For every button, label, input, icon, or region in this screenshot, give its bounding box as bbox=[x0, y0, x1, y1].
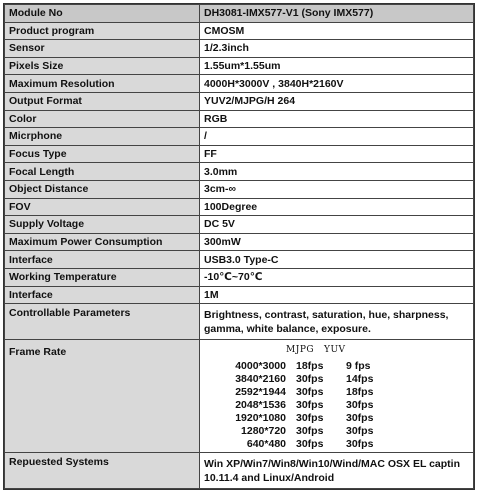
mjpg-fps: 18fps bbox=[296, 360, 324, 373]
resolution: 1920*1080 bbox=[235, 412, 286, 425]
spec-row bbox=[5, 251, 474, 269]
spec-row bbox=[5, 163, 474, 181]
spec-value: 1.55um*1.55um bbox=[200, 57, 474, 75]
spec-value: FF bbox=[200, 145, 474, 163]
spec-row bbox=[5, 233, 474, 251]
spec-row bbox=[5, 92, 474, 110]
yuv-fps: 9 fps bbox=[346, 360, 371, 373]
col-yuv-header: YUV bbox=[324, 345, 346, 356]
spec-value: 1M bbox=[200, 286, 474, 304]
resolution: 1280*720 bbox=[241, 425, 286, 438]
spec-label: FOV bbox=[5, 198, 200, 216]
frame-rate-entry bbox=[212, 373, 390, 386]
spec-label: Module No bbox=[5, 5, 200, 23]
spec-value: CMOSM bbox=[200, 22, 474, 40]
spec-label: Output Format bbox=[5, 92, 200, 110]
spec-row bbox=[5, 40, 474, 58]
spec-label: Interface bbox=[5, 251, 200, 269]
spec-value: DH3081-IMX577-V1 (Sony IMX577) bbox=[200, 5, 474, 23]
spec-label: Micrphone bbox=[5, 128, 200, 146]
spec-row bbox=[5, 110, 474, 128]
spec-row bbox=[5, 5, 474, 23]
yuv-fps: 30fps bbox=[346, 438, 374, 451]
frame-rate-label: Frame Rate bbox=[5, 340, 200, 453]
spec-label: Sensor bbox=[5, 40, 200, 58]
systems-row bbox=[5, 453, 474, 489]
spec-value: / bbox=[200, 128, 474, 146]
mjpg-fps: 30fps bbox=[296, 373, 324, 386]
resolution: 4000*3000 bbox=[235, 360, 286, 373]
controllable-value: Brightness, contrast, saturation, hue, sharpness, gamma, white balance, exposure. bbox=[200, 304, 474, 340]
frame-rate-entry bbox=[212, 386, 390, 399]
controllable-label: Controllable Parameters bbox=[5, 304, 200, 340]
resolution: 3840*2160 bbox=[235, 373, 286, 386]
spec-row bbox=[5, 216, 474, 234]
spec-label: Interface bbox=[5, 286, 200, 304]
yuv-fps: 30fps bbox=[346, 425, 374, 438]
spec-value: -10℃~70℃ bbox=[200, 268, 474, 286]
spec-label: Pixels Size bbox=[5, 57, 200, 75]
spec-label: Supply Voltage bbox=[5, 216, 200, 234]
systems-label: Repuested Systems bbox=[5, 453, 200, 489]
controllable-row bbox=[5, 304, 474, 340]
spec-value: 3.0mm bbox=[200, 163, 474, 181]
mjpg-fps: 30fps bbox=[296, 438, 324, 451]
spec-row bbox=[5, 128, 474, 146]
spec-label: Maximum Resolution bbox=[5, 75, 200, 93]
spec-value: DC 5V bbox=[200, 216, 474, 234]
spec-label: Focus Type bbox=[5, 145, 200, 163]
resolution: 640*480 bbox=[246, 438, 286, 451]
resolution: 2592*1944 bbox=[235, 386, 286, 399]
spec-row bbox=[5, 75, 474, 93]
yuv-fps: 18fps bbox=[346, 386, 374, 399]
frame-rate-entry bbox=[212, 425, 390, 438]
frame-rate-entry bbox=[212, 399, 390, 412]
spec-value: 3cm-∞ bbox=[200, 180, 474, 198]
mjpg-fps: 30fps bbox=[296, 386, 324, 399]
spec-value: RGB bbox=[200, 110, 474, 128]
spec-value: 4000H*3000V , 3840H*2160V bbox=[200, 75, 474, 93]
systems-value: Win XP/Win7/Win8/Win10/Wind/MAC OSX EL captin 10.11.4 and Linux/Android bbox=[200, 453, 474, 489]
spec-label: Working Temperature bbox=[5, 268, 200, 286]
resolution: 2048*1536 bbox=[235, 399, 286, 412]
frame-rate-rows bbox=[212, 360, 390, 451]
frame-rate-entry bbox=[212, 438, 390, 451]
mjpg-fps: 30fps bbox=[296, 425, 324, 438]
spec-label: Product program bbox=[5, 22, 200, 40]
frame-rate-table bbox=[200, 340, 473, 452]
spec-row bbox=[5, 57, 474, 75]
frame-rate-header bbox=[286, 344, 362, 356]
frame-rate-entry bbox=[212, 360, 390, 373]
spec-sheet bbox=[3, 3, 475, 490]
spec-value: 300mW bbox=[200, 233, 474, 251]
spec-value: YUV2/MJPG/H 264 bbox=[200, 92, 474, 110]
mjpg-fps: 30fps bbox=[296, 399, 324, 412]
spec-row bbox=[5, 180, 474, 198]
spec-row bbox=[5, 286, 474, 304]
mjpg-fps: 30fps bbox=[296, 412, 324, 425]
yuv-fps: 30fps bbox=[346, 412, 374, 425]
col-mjpg-header: MJPG bbox=[286, 345, 315, 356]
spec-row bbox=[5, 145, 474, 163]
frame-rate-row bbox=[5, 340, 474, 453]
spec-table bbox=[4, 4, 474, 489]
spec-row bbox=[5, 268, 474, 286]
frame-rate-cell bbox=[200, 340, 474, 453]
spec-label: Color bbox=[5, 110, 200, 128]
spec-row bbox=[5, 198, 474, 216]
spec-value: 1/2.3inch bbox=[200, 40, 474, 58]
yuv-fps: 14fps bbox=[346, 373, 374, 386]
spec-label: Focal Length bbox=[5, 163, 200, 181]
spec-label: Maximum Power Consumption bbox=[5, 233, 200, 251]
spec-label: Object Distance bbox=[5, 180, 200, 198]
yuv-fps: 30fps bbox=[346, 399, 374, 412]
spec-value: USB3.0 Type-C bbox=[200, 251, 474, 269]
spec-value: 100Degree bbox=[200, 198, 474, 216]
spec-row bbox=[5, 22, 474, 40]
frame-rate-entry bbox=[212, 412, 390, 425]
